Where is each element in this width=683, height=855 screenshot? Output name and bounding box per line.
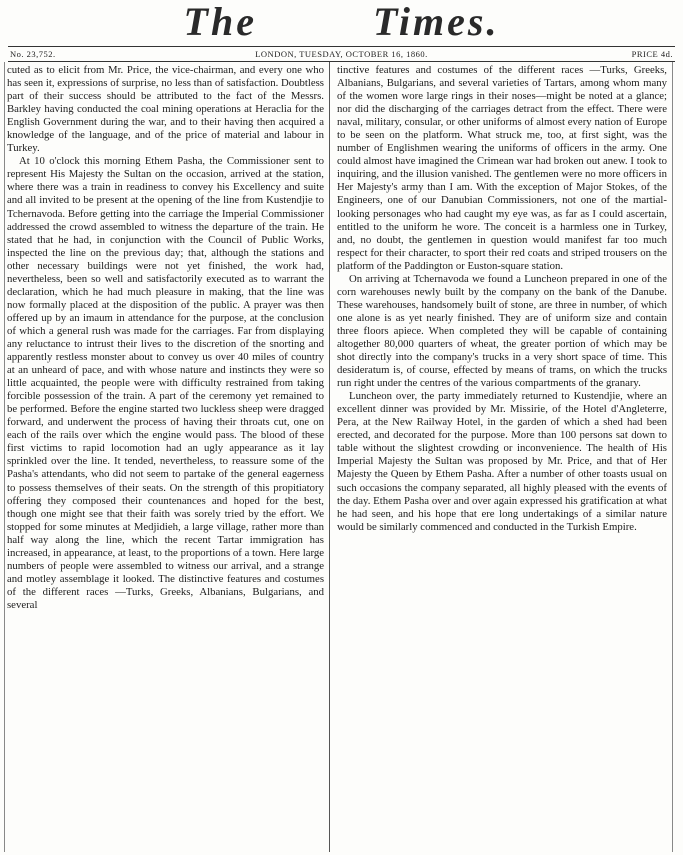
paragraph: tinctive features and costumes of the different races —Turks, Greeks, Albanians, Bulgarians, and several varieties of Tartars, among whom many of the women wore large rings in their noses—might be noted at a glance; nor did the discharging of the carriages detract from the effect. There were naval, military, consular, or other uniforms of almost every nation of Europe to be seen on the platform. What struck me, too, at first sight, was the number of Englishmen wearing the uniforms of officers in the army. One could almost have imagined the Crimean war had broken out anew. I took to inquiring, and the illusion vanished. The gentlemen were no more officers in Her Majesty's army than I am. With the exception of Major Stokes, of the Engineers, one of our Danubian Commissioners, not one of the martial-looking personages who had caught my eye was, as far as I could ascertain, entitled to the uniform he wore. The conceit is a harmless one in Turkey, and, no doubt, the gentlemen in question would manifest far too much respect for their character, to sport their red coats and striped trousers on the platform of the Paddington or Euston-square station. [337, 64, 667, 272]
column-divider [329, 62, 330, 852]
title-the: The [183, 0, 257, 44]
paragraph: Luncheon over, the party immediately returned to Kustendjie, where an excellent dinner was provided by Mr. Missirie, of the Hotel d'Angleterre, Pera, at the New Railway Hotel, in the garden of which a shed had been erected, and decorated for the purpose. More than 100 persons sat down to table without the slightest crowding or inconvenience. The health of His Imperial Majesty the Sultan was proposed by Mr. Price, and that of Her Majesty the Queen by Ethem Pasha. After a number of other toasts usual on such occasions the company separated, all highly pleased with the events of the day. Ethem Pasha over and over again expressed his gratification at what he had seen, and his hope that ere long undertakings of a similar nature would be similarly commenced and conducted in the Turkish Empire. [337, 390, 667, 533]
dateline [8, 46, 675, 62]
issue-date: LONDON, TUESDAY, OCTOBER 16, 1860. [255, 49, 428, 59]
newspaper-title [0, 0, 683, 44]
title-times: Times. [372, 0, 500, 44]
article-column-left [7, 64, 324, 850]
article-column-right [337, 64, 667, 850]
masthead [0, 0, 683, 44]
left-border-rule [4, 62, 5, 852]
paragraph: cuted as to elicit from Mr. Price, the vice-chairman, and every one who has seen it, expressions of surprise, no less than of satisfaction. Doubtless part of their success should be attributed to the fact of the Messrs. Barkley having conducted the coal mining operations at Heraclia for the English Government during the war, and to their having then acquired a knowledge of the language, and of the price of material and labour in Turkey. [7, 64, 324, 155]
right-border-rule [672, 62, 673, 852]
paragraph: On arriving at Tchernavoda we found a Luncheon prepared in one of the corn warehouses newly built by the company on the bank of the Danube. These warehouses, handsomely built of stone, are three in number, of which one alone is as yet nearly finished. They are of uniform size and contain three floors apiece. When completed they will be capable of containing altogether 80,000 quarters of wheat, the greater portion of which may be shot directly into the company's trucks in a very short space of time. This desideratum is, of course, effected by means of trams, on which the trucks run right under the centres of the various compartments of the granary. [337, 272, 667, 390]
paragraph: At 10 o'clock this morning Ethem Pasha, the Commissioner sent to represent His Majesty the Sultan on the occasion, arrived at the station, where there was a train in readiness to convey his Excellency and suite and all invited to be present at the opening of the line from Kustendjie to Tchernavoda. Before getting into the carriage the Imperial Commissioner addressed the crowd assembled to witness the departure of the train. He stated that he had, in conjunction with the Council of Public Works, inspected the line on the previous day; that, although the stations and other necessary buildings were not yet finished, the work had, nevertheless, been so well and satisfactorily executed as to warrant the declaration, which he had much pleasure in making, that the line was now formally placed at the disposition of the public. A prayer was then offered up by an imaum in attendance for the purpose, at the conclusion of which a general rush was made for the carriages. Far from displaying any reluctance to intrust their lives to the discretion of the snorting and apparently restless monster about to convey us over 40 miles of country at an unheard of pace, and with whose nature and instincts they were so little acquainted, the people were with difficulty restrained from taking forcible possession of the train. A part of the ceremony yet remained to be performed. Before the engine started two luckless sheep were dragged forward, and underwent the process of having their throats cut, one on each of the rails over which the engine would pass. The blood of these first victims to rapid locomotion had an ugly appearance as it lay sprinkled over the line. It tended, nevertheless, to reassure some of the Pasha's attendants, who did not seem to partake of the general eagerness to possess themselves of their seats. On the strength of this propitiatory offering they composed their countenances and hoped for the best, though one might see that their faith was sorely tried by the effort. We stopped for some minutes at Medjidieh, a large village, rather more than half way along the line, which the recent Tartar immigration has increased, in appearance, at least, to the proportions of a town. Here large numbers of people were assembled to witness our arrival, and a strange and motley assemblage it looked. The distinctive features and costumes of the different races —Turks, Greeks, Albanians, Bulgarians, and several [7, 155, 324, 611]
issue-price: PRICE 4d. [631, 49, 673, 59]
issue-number: No. 23,752. [10, 49, 56, 59]
